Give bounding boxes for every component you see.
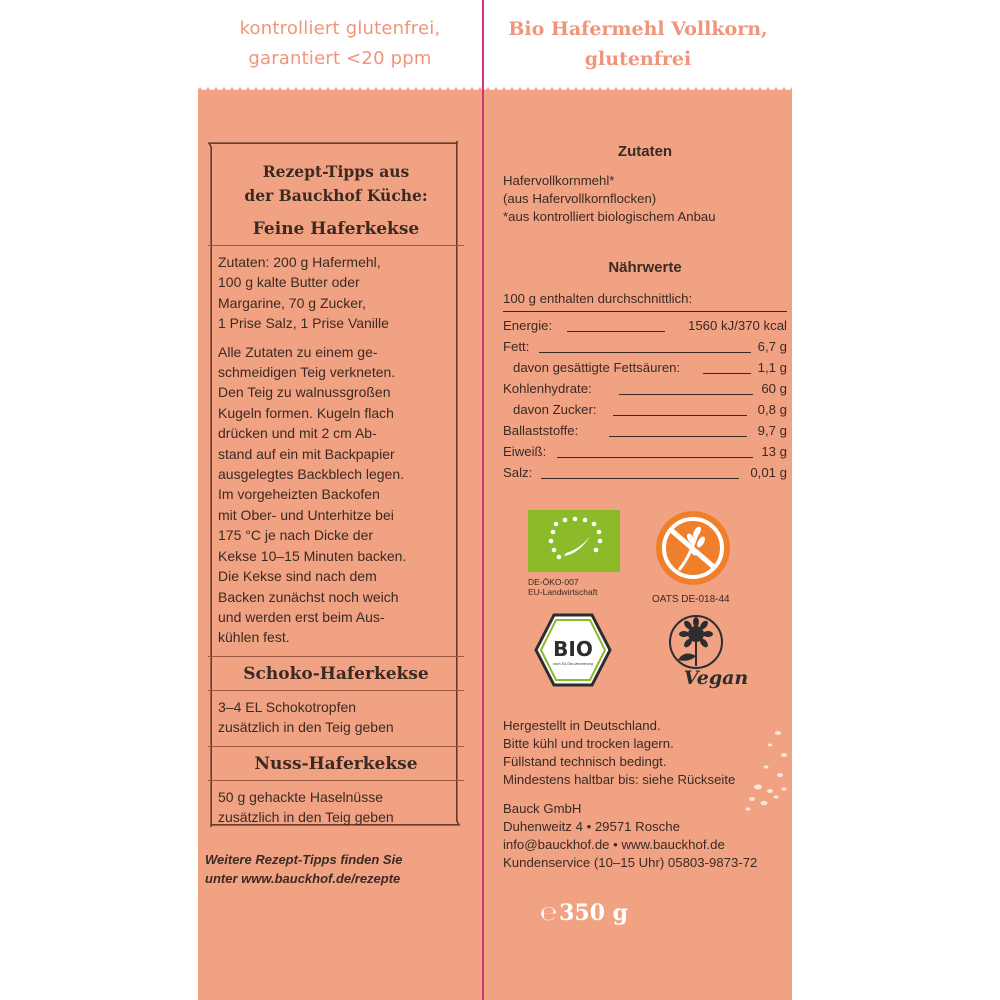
nutrition-label: Energie:	[503, 318, 553, 333]
nutrition-heading: Nährwerte	[608, 259, 682, 276]
oats-code: OATS DE-018-44	[652, 594, 730, 605]
recipe-rule	[208, 780, 464, 781]
oat-flakes-decoration	[740, 725, 792, 815]
nutrition-rule	[503, 311, 787, 312]
nutrition-label: davon Zucker:	[513, 402, 597, 417]
nutrition-value: 60 g	[761, 381, 787, 396]
nutrition-value: 9,7 g	[757, 423, 787, 438]
recipe-variation-schoko: 3–4 EL Schokotropfen zusätzlich in den Teig geben	[218, 698, 394, 736]
company-info: Bauck GmbH Duhenweitz 4 • 29571 Rosche info@bauckhof.de • www.bauckhof.de Kundenservice (10–15 Uhr) 05803-9873-72	[503, 801, 758, 870]
nutrition-row-carbohydrates	[503, 379, 787, 399]
gluten-free-crossed-grain-icon	[653, 508, 733, 588]
nutrition-label: Eiweiß:	[503, 444, 547, 459]
product-title	[486, 14, 790, 74]
gluten-free-claim	[200, 14, 480, 74]
recipe-rule	[208, 690, 464, 691]
recipe-tips-title-line1: Rezept-Tipps aus	[262, 162, 410, 181]
nutrition-row-energy	[503, 316, 787, 336]
product-title-line1: Bio Hafermehl Vollkorn,	[508, 18, 768, 40]
vegan-logo-text: Vegan	[683, 667, 749, 689]
ingredients-heading: Zutaten	[617, 143, 673, 160]
nutrition-row-salt	[503, 463, 787, 483]
recipe-tips-title	[218, 160, 454, 208]
gluten-claim-line1: kontrolliert glutenfrei,	[239, 18, 441, 39]
recipe-title-schoko-haferkekse: Schoko-Haferkekse	[243, 663, 429, 684]
nutrition-value: 1560 kJ/370 kcal	[688, 318, 787, 333]
recipe-title-feine-haferkekse: Feine Haferkekse	[252, 219, 420, 239]
scallop-edge	[0, 84, 1000, 94]
nutrition-row-fiber	[503, 421, 787, 441]
nutrition-intro: 100 g enthalten durchschnittlich:	[503, 291, 693, 306]
nutrition-value: 1,1 g	[757, 360, 787, 375]
gluten-claim-line2: garantiert <20 ppm	[248, 48, 432, 69]
ingredients-text: Hafervollkornmehl* (aus Hafervollkornflocken) *aus kontrolliert biologischem Anbau	[503, 173, 716, 224]
nutrition-row-sugar	[503, 400, 787, 420]
estimated-sign-icon: ℮	[540, 901, 558, 925]
recipe-rule	[208, 746, 464, 747]
nutrition-row-saturated-fat	[503, 358, 787, 378]
nutrition-value: 13 g	[761, 444, 787, 459]
recipe-variation-nuss: 50 g gehackte Haselnüsse zusätzlich in den Teig geben	[218, 788, 394, 825]
nutrition-label: Ballaststoffe:	[503, 423, 579, 438]
recipe-tips	[218, 160, 454, 835]
nutrition-label: davon gesättigte Fettsäuren:	[513, 360, 681, 375]
bio-logo-text: BIO	[553, 637, 593, 661]
nutrition-value: 0,01 g	[750, 465, 787, 480]
bio-hexagon-icon	[534, 613, 612, 687]
panel-divider	[482, 0, 484, 1000]
product-title-line2: glutenfrei	[584, 48, 692, 70]
eu-organic-text: EU-Landwirtschaft	[528, 587, 598, 597]
eu-organic-leaf-icon	[528, 510, 620, 572]
net-weight	[540, 900, 628, 926]
nutrition-label: Fett:	[503, 339, 530, 354]
recipe-tips-title-line2: der Bauckhof Küche:	[244, 186, 428, 205]
net-weight-value: 350 g	[559, 900, 629, 926]
nutrition-label: Kohlenhydrate:	[503, 381, 592, 396]
nutrition-label: Salz:	[503, 465, 533, 480]
recipe-rule	[208, 245, 464, 246]
recipe-ingredients: Zutaten: 200 g Hafermehl, 100 g kalte Butter oder Margarine, 70 g Zucker, 1 Prise Salz, 1 Prise Vanille	[218, 254, 389, 332]
nutrition-value: 6,7 g	[757, 339, 787, 354]
bio-logo-subtext: nach EG-Öko-Verordnung	[552, 662, 594, 666]
nutrition-value: 0,8 g	[757, 402, 787, 417]
recipe-instructions: Alle Zutaten zu einem ge- schmeidigen Teig verkneten. Den Teig zu walnussgroßen Kugeln formen. Kugeln flach drücken und mit 2 cm Ab- stand auf ein mit Backpapier ausgelegtes Backblech legen. Im vorgeheizten Backofen mit Ober- und Unterhitze bei 175 °C je nach Dicke der Kekse 10–15 Minuten backen. Die Kekse sind nach dem Backen zunächst noch weich und werden erst beim Aus- kühlen fest.	[218, 343, 407, 646]
vegan-sunflower-icon	[656, 612, 756, 692]
more-recipes-note: Weitere Rezept-Tipps finden Sie unter www.bauckhof.de/rezepte	[205, 852, 403, 886]
recipe-rule	[208, 656, 464, 657]
recipe-title-nuss-haferkekse: Nuss-Haferkekse	[254, 753, 418, 774]
eu-organic-code: DE-ÖKO-007	[528, 577, 579, 587]
storage-info: Hergestellt in Deutschland. Bitte kühl und trocken lagern. Füllstand technisch bedingt. Mindestens haltbar bis: siehe Rückseite	[503, 718, 736, 787]
nutrition-row-protein	[503, 442, 787, 462]
nutrition-row-fat	[503, 337, 787, 357]
